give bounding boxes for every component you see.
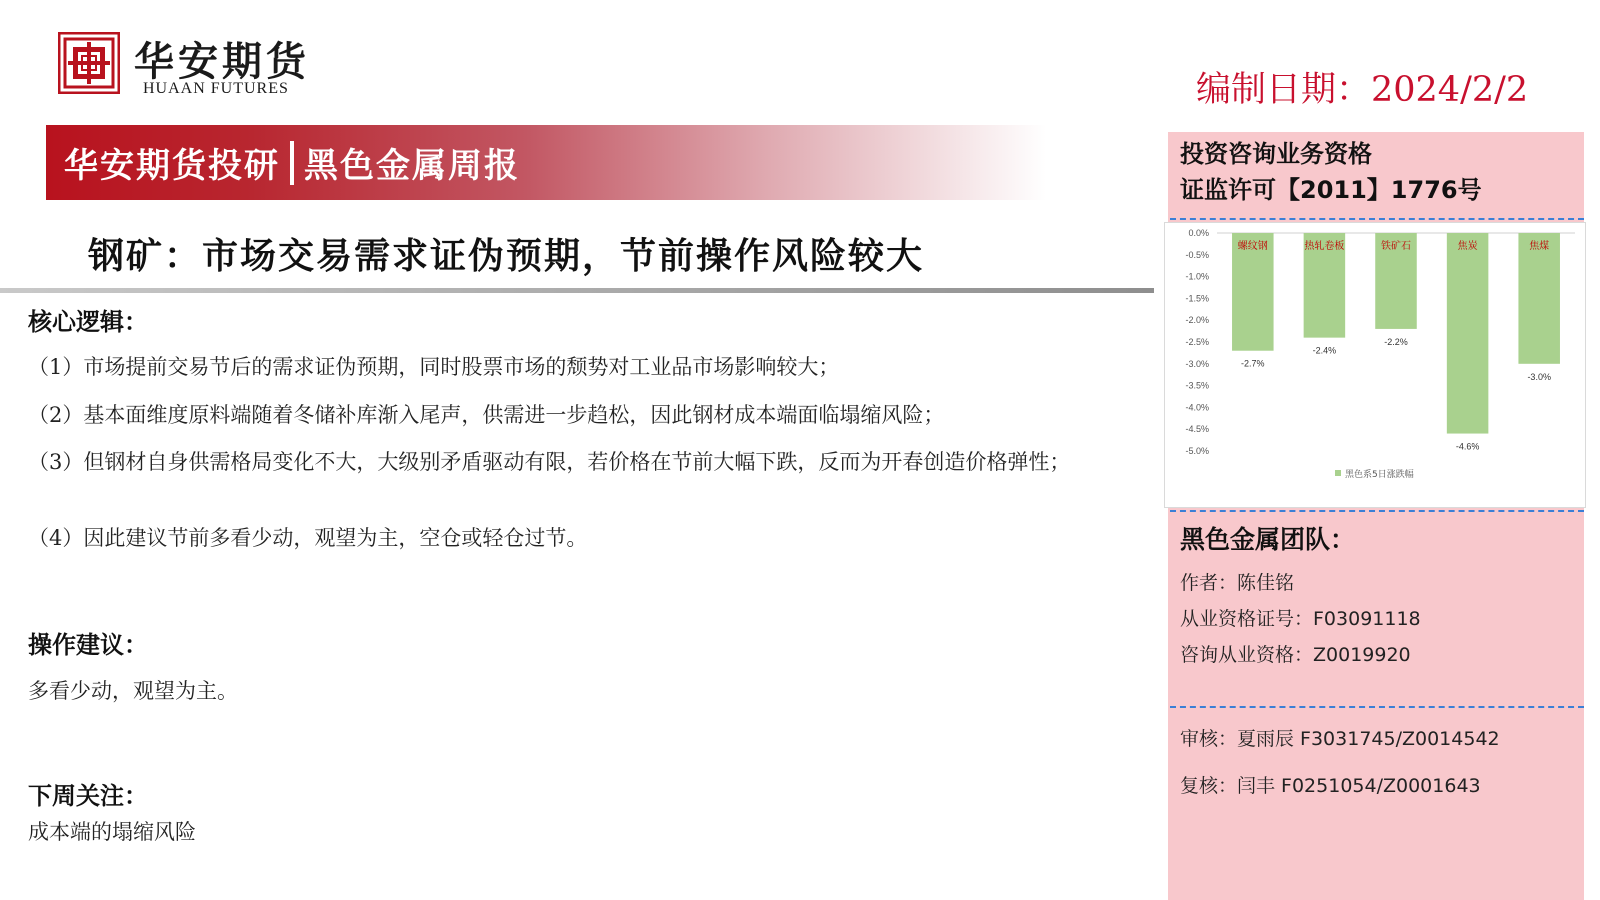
core-logic-heading: 核心逻辑： — [28, 308, 148, 336]
consult-qualification-line: 咨询从业资格：Z0019920 — [1180, 644, 1411, 666]
operation-text: 多看少动，观望为主。 — [28, 679, 238, 703]
license-line: 证监许可【2011】1776号 — [1180, 176, 1482, 204]
category-label: 焦煤 — [1529, 241, 1550, 252]
core-point: （4）因此建议节前多看少动，观望为主，空仓或轻仓过节。 — [28, 526, 588, 550]
category-label: 热轧卷板 — [1304, 241, 1345, 252]
dashed-divider — [1170, 218, 1584, 220]
company-logo — [58, 32, 308, 98]
certificate-line: 从业资格证号：F03091118 — [1180, 608, 1421, 630]
title-underline — [0, 288, 1154, 293]
logo-name-cn: 华安期货 — [134, 38, 310, 85]
bar-chart — [1165, 223, 1585, 507]
team-heading: 黑色金属团队： — [1180, 525, 1356, 554]
data-label: -2.2% — [1384, 336, 1408, 347]
bar — [1447, 233, 1489, 434]
logo-name-en: HUAAN FUTURES — [143, 80, 289, 97]
logo-mark-icon — [58, 32, 120, 94]
y-tick-label: 0.0% — [1188, 228, 1209, 238]
banner-divider — [290, 141, 294, 185]
core-point: （2）基本面维度原料端随着冬储补库渐入尾声，供需进一步趋松，因此钢材成本端面临塌缩风险； — [28, 403, 945, 427]
y-tick-label: -3.5% — [1185, 380, 1209, 391]
category-label: 铁矿石 — [1381, 241, 1411, 252]
banner-right-label: 黑色金属周报 — [304, 146, 520, 186]
data-label: -3.0% — [1527, 371, 1551, 382]
bar — [1518, 233, 1560, 364]
y-tick-label: -1.5% — [1185, 293, 1209, 304]
compile-date: 编制日期：2024/2/2 — [1196, 70, 1529, 110]
banner-left-label: 华安期货投研 — [64, 146, 280, 186]
report-title: 钢矿：市场交易需求证伪预期，节前操作风险较大 — [88, 235, 925, 277]
y-tick-label: -2.5% — [1185, 337, 1209, 347]
chart-container — [1164, 222, 1586, 508]
y-tick-label: -1.0% — [1185, 271, 1209, 282]
category-label: 焦炭 — [1457, 241, 1478, 252]
y-tick-label: -4.0% — [1185, 402, 1209, 413]
legend-swatch — [1335, 470, 1341, 476]
y-tick-label: -2.0% — [1185, 315, 1209, 326]
next-week-text: 成本端的塌缩风险 — [28, 820, 196, 844]
dashed-divider — [1170, 706, 1584, 708]
operation-heading: 操作建议： — [28, 631, 148, 659]
core-point: （1）市场提前交易节后的需求证伪预期，同时股票市场的颓势对工业品市场影响较大； — [28, 355, 840, 379]
banner-text — [64, 138, 520, 187]
legend-label: 黑色系5日涨跌幅 — [1345, 470, 1414, 480]
y-tick-label: -3.0% — [1185, 358, 1209, 369]
credential-line: 投资咨询业务资格 — [1180, 140, 1372, 168]
report-banner — [46, 125, 1046, 200]
y-tick-label: -4.5% — [1185, 424, 1209, 435]
data-label: -4.6% — [1455, 441, 1480, 452]
next-week-heading: 下周关注： — [28, 782, 148, 810]
category-label: 螺纹钢 — [1237, 241, 1268, 252]
author-line: 作者：陈佳铭 — [1180, 572, 1295, 594]
core-point: （3）但钢材自身供需格局变化不大，大级别矛盾驱动有限，若价格在节前大幅下跌，反而为开春创造价格弹性； — [28, 450, 1071, 474]
y-tick-label: -5.0% — [1185, 446, 1209, 456]
dashed-divider — [1170, 510, 1584, 512]
rechecker-line: 复核：闫丰 F0251054/Z0001643 — [1180, 775, 1481, 797]
y-tick-label: -0.5% — [1185, 249, 1209, 260]
data-label: -2.7% — [1241, 358, 1265, 369]
reviewer-line: 审核：夏雨辰 F3031745/Z0014542 — [1180, 728, 1500, 750]
data-label: -2.4% — [1312, 345, 1337, 356]
